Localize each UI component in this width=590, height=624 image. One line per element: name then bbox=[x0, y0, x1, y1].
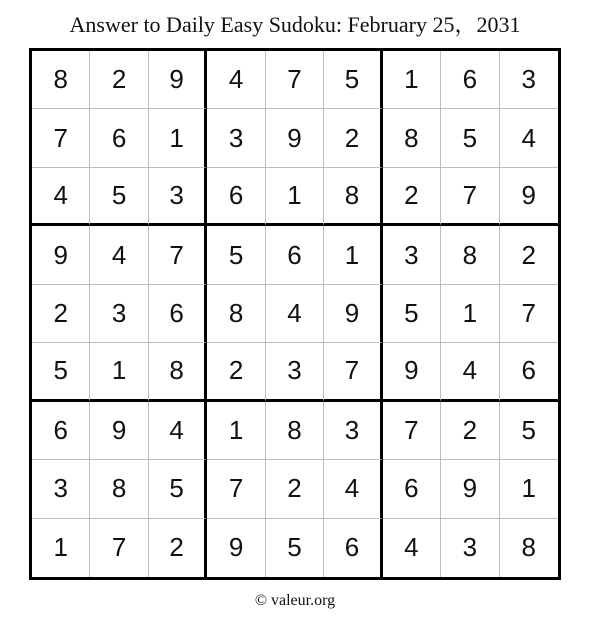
sudoku-cell: 6 bbox=[500, 343, 558, 401]
sudoku-cell: 5 bbox=[32, 343, 90, 401]
sudoku-cell: 7 bbox=[266, 51, 324, 109]
sudoku-cell: 1 bbox=[149, 109, 207, 167]
sudoku-cell: 3 bbox=[324, 402, 382, 460]
page-title: Answer to Daily Easy Sudoku: February 25，2031 bbox=[69, 12, 521, 37]
sudoku-cell: 8 bbox=[266, 402, 324, 460]
sudoku-cell: 7 bbox=[383, 402, 441, 460]
sudoku-cell: 4 bbox=[383, 519, 441, 577]
sudoku-cell: 7 bbox=[149, 226, 207, 284]
sudoku-cell: 3 bbox=[149, 168, 207, 226]
sudoku-cell: 9 bbox=[441, 460, 499, 518]
sudoku-cell: 8 bbox=[324, 168, 382, 226]
sudoku-cell: 9 bbox=[207, 519, 265, 577]
sudoku-cell: 1 bbox=[32, 519, 90, 577]
sudoku-cell: 2 bbox=[32, 285, 90, 343]
sudoku-cell: 4 bbox=[324, 460, 382, 518]
sudoku-cell: 3 bbox=[32, 460, 90, 518]
sudoku-cell: 5 bbox=[383, 285, 441, 343]
sudoku-cell: 3 bbox=[90, 285, 148, 343]
sudoku-cell: 5 bbox=[266, 519, 324, 577]
sudoku-cell: 4 bbox=[90, 226, 148, 284]
sudoku-cell: 3 bbox=[207, 109, 265, 167]
sudoku-cell: 7 bbox=[441, 168, 499, 226]
sudoku-cell: 6 bbox=[383, 460, 441, 518]
sudoku-cell: 5 bbox=[149, 460, 207, 518]
sudoku-cell: 6 bbox=[149, 285, 207, 343]
sudoku-cell: 3 bbox=[266, 343, 324, 401]
sudoku-cell: 8 bbox=[149, 343, 207, 401]
sudoku-cell: 8 bbox=[521, 532, 536, 563]
sudoku-cell: 1 bbox=[441, 285, 499, 343]
sudoku-cell: 2 bbox=[441, 402, 499, 460]
sudoku-cell: 2 bbox=[207, 343, 265, 401]
sudoku-cell: 9 bbox=[90, 402, 148, 460]
sudoku-cell: 1 bbox=[383, 51, 441, 109]
copyright-footer: © valeur.org bbox=[254, 592, 336, 609]
sudoku-cell: 7 bbox=[207, 460, 265, 518]
sudoku-cell: 3 bbox=[441, 519, 499, 577]
sudoku-cell: 1 bbox=[324, 226, 382, 284]
sudoku-cell: 2 bbox=[266, 460, 324, 518]
sudoku-cell: 2 bbox=[149, 519, 207, 577]
sudoku-cell: 7 bbox=[324, 343, 382, 401]
sudoku-cell: 1 bbox=[207, 402, 265, 460]
sudoku-cell: 9 bbox=[32, 226, 90, 284]
sudoku-cell: 9 bbox=[324, 285, 382, 343]
sudoku-cell: 5 bbox=[207, 226, 265, 284]
sudoku-cell: 2 bbox=[500, 226, 558, 284]
sudoku-cell: 6 bbox=[266, 226, 324, 284]
sudoku-cell: 8 bbox=[441, 226, 499, 284]
sudoku-cell: 6 bbox=[441, 51, 499, 109]
sudoku-cell: 4 bbox=[441, 343, 499, 401]
sudoku-cell: 8 bbox=[90, 460, 148, 518]
sudoku-cell: 8 bbox=[32, 51, 90, 109]
sudoku-cell: 6 bbox=[324, 519, 382, 577]
sudoku-cell: 2 bbox=[383, 168, 441, 226]
sudoku-cell: 8 bbox=[207, 285, 265, 343]
sudoku-cell: 5 bbox=[500, 402, 558, 460]
sudoku-cell: 1 bbox=[500, 460, 558, 518]
sudoku-cell: 9 bbox=[383, 343, 441, 401]
sudoku-cell: 2 bbox=[90, 51, 148, 109]
sudoku-board bbox=[29, 48, 561, 580]
sudoku-cell: 6 bbox=[90, 109, 148, 167]
sudoku-cell: 8 bbox=[383, 109, 441, 167]
sudoku-cell: 7 bbox=[32, 109, 90, 167]
sudoku-cell: 9 bbox=[149, 51, 207, 109]
sudoku-cell: 5 bbox=[324, 51, 382, 109]
sudoku-cell: 1 bbox=[266, 168, 324, 226]
sudoku-cell: 6 bbox=[207, 168, 265, 226]
sudoku-cell: 4 bbox=[207, 51, 265, 109]
sudoku-cell: 5 bbox=[441, 109, 499, 167]
sudoku-cell: 4 bbox=[500, 109, 558, 167]
sudoku-cell: 1 bbox=[90, 343, 148, 401]
sudoku-cell: 4 bbox=[149, 402, 207, 460]
sudoku-cell: 6 bbox=[32, 402, 90, 460]
sudoku-cell: 5 bbox=[90, 168, 148, 226]
sudoku-cell: 4 bbox=[266, 285, 324, 343]
sudoku-cell: 7 bbox=[500, 285, 558, 343]
sudoku-cell: 2 bbox=[324, 109, 382, 167]
sudoku-cell: 4 bbox=[32, 168, 90, 226]
sudoku-cell: 9 bbox=[266, 109, 324, 167]
sudoku-cell: 3 bbox=[500, 51, 558, 109]
sudoku-cell: 9 bbox=[500, 168, 558, 226]
sudoku-cell: 7 bbox=[90, 519, 148, 577]
sudoku-cell: 3 bbox=[383, 226, 441, 284]
